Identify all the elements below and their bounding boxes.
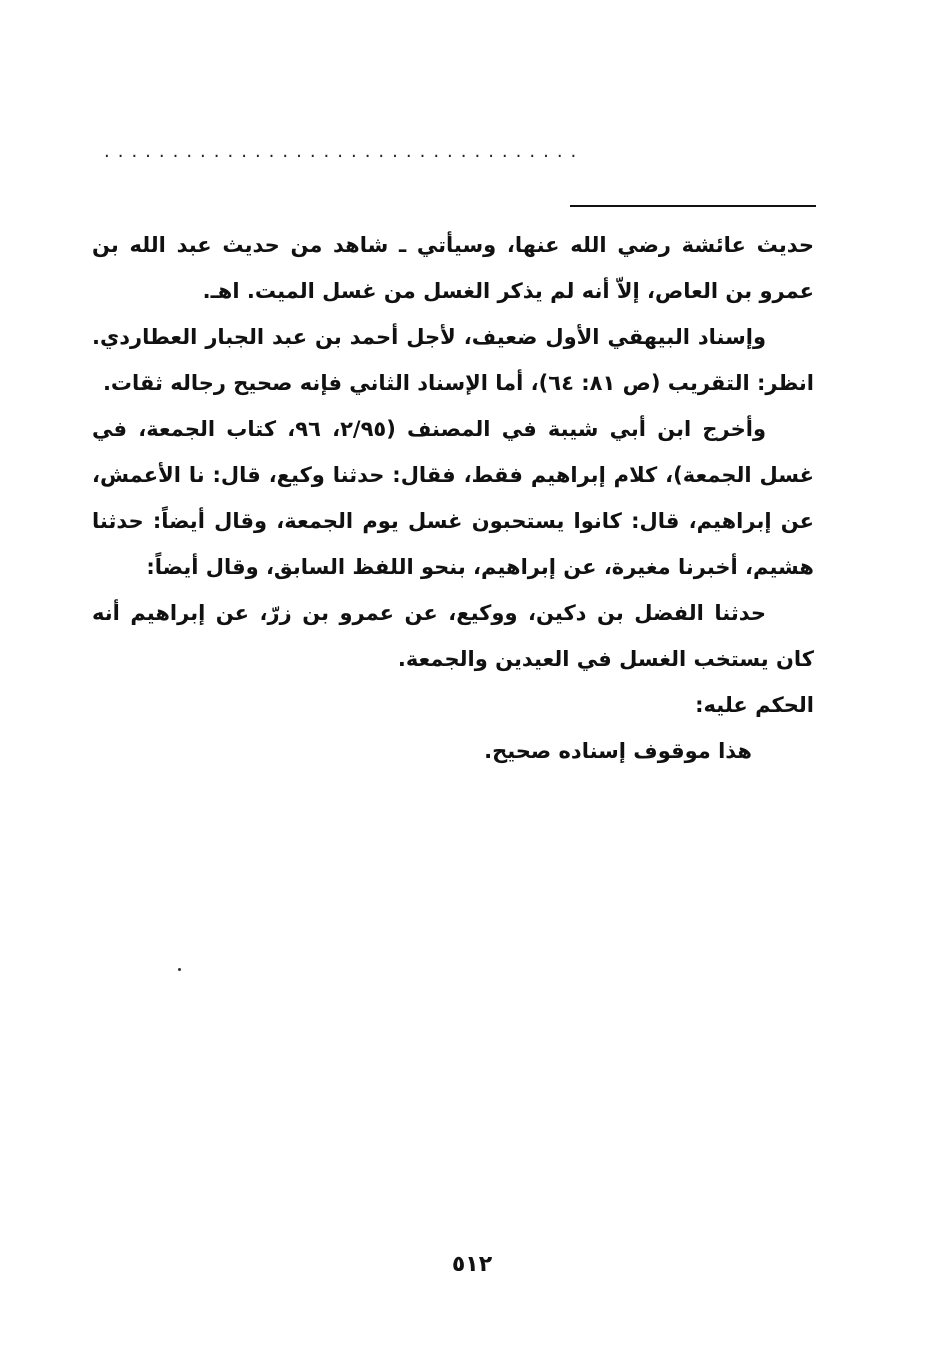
page-number: ٥١٢: [451, 1252, 493, 1277]
main-text: [92, 222, 814, 774]
paragraph-3: وأخرج ابن أبي شيبة في المصنف (٢/٩٥، ٩٦، كتاب الجمعة، في غسل الجمعة)، كلام إبراهيم فقط، فقال: حدثنا وكيع، قال: نا الأعمش، عن إبراهيم، قال: كانوا يستحبون غسل يوم الجمعة، وقال أيضاً: حدثنا هشيم، أخبرنا مغيرة، عن إبراهيم، بنحو اللفظ السابق، وقال أيضاً:: [92, 417, 814, 579]
paragraph-1: حديث عائشة رضي الله عنها، وسيأتي ـ شاهد من حديث عبد الله بن عمرو بن العاص، إلاّ أنه لم يذكر الغسل من غسل الميت. اهـ.: [92, 233, 814, 303]
ruling-heading: الحكم عليه:: [695, 693, 814, 717]
paragraph-4: حدثنا الفضل بن دكين، ووكيع، عن عمرو بن زرّ، عن إبراهيم أنه كان يستخب الغسل في العيدين والجمعة.: [92, 601, 814, 671]
ruling-text: هذا موقوف إسناده صحيح.: [484, 739, 752, 763]
dotted-separator: ...................................: [104, 141, 585, 162]
paragraph-2: وإسناد البيهقي الأول ضعيف، لأجل أحمد بن عبد الجبار العطاردي. انظر: التقريب (ص ٨١: ٦٤)، أما الإسناد الثاني فإنه صحيح رجاله ثقات.: [92, 325, 814, 395]
footnote-rule: [570, 205, 816, 207]
ink-speck: [178, 968, 181, 971]
